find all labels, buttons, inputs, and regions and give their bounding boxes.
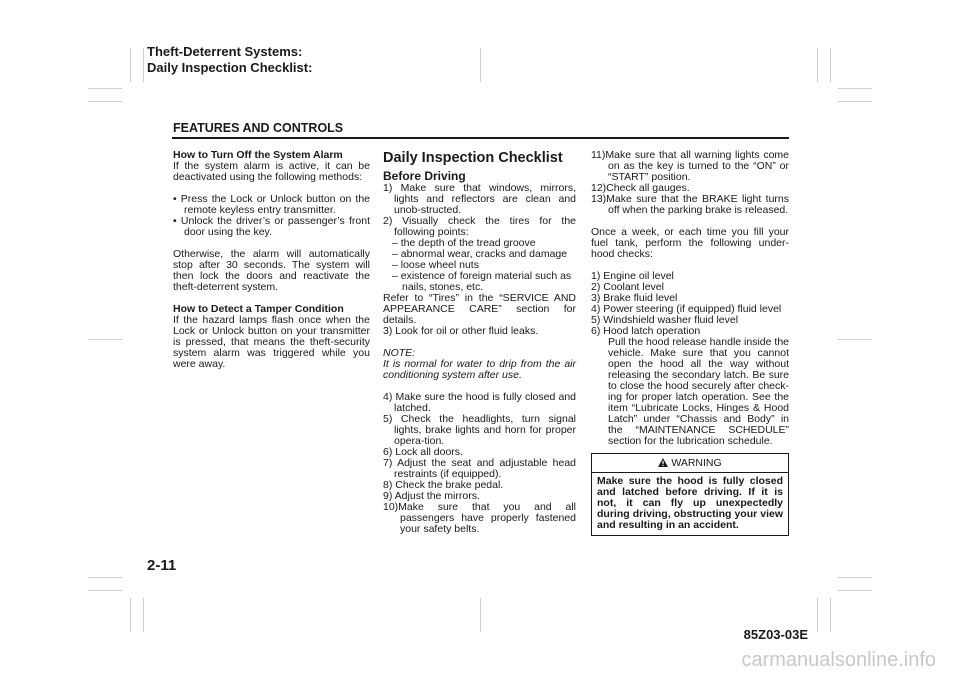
- list-item: 12)Check all gauges.: [591, 182, 690, 194]
- column-3: [591, 150, 789, 536]
- check-item: 1) Engine oil level: [591, 270, 674, 282]
- crop-mark: [480, 48, 481, 82]
- bullet-list: [173, 194, 370, 238]
- tire-point: – the depth of the tread groove: [392, 237, 536, 249]
- header-rule: [172, 137, 789, 139]
- list-item: 13)Make sure that the BRAKE light turns off when the parking brake is released.: [591, 193, 789, 216]
- list-item: 4) Make sure the hood is fully closed and latched.: [383, 391, 576, 414]
- list-item: 6) Lock all doors.: [383, 446, 463, 458]
- crop-mark: [88, 590, 122, 591]
- list-item: 8) Check the brake pedal.: [383, 479, 504, 491]
- warning-header: [592, 454, 788, 473]
- list-item: 3) Look for oil or other fluid leaks.: [383, 325, 539, 337]
- check-item: 2) Coolant level: [591, 281, 664, 293]
- paragraph-otherwise: Otherwise, the alarm will automatically stop after 30 seconds. The system will then lock the doors and reactivate the theft-deterrent system.: [173, 248, 370, 293]
- crop-mark: [817, 48, 818, 82]
- warning-text: Make sure the hood is fully closed and latched before driving. If it is not, it can fly up unexpectedly during driving, obstructing your view and resulting in an accident.: [597, 475, 783, 531]
- column-1: [173, 150, 370, 381]
- check-item: 6) Hood latch operation: [591, 325, 701, 337]
- check-item: 5) Windshield washer fluid level: [591, 314, 739, 326]
- check-item: 4) Power steering (if equipped) fluid level: [591, 303, 782, 315]
- warning-box: [591, 453, 789, 536]
- tire-point: – loose wheel nuts: [392, 259, 479, 271]
- crop-mark: [88, 339, 122, 340]
- list-item: 9) Adjust the mirrors.: [383, 490, 480, 502]
- paragraph-tamper: If the hazard lamps flash once when the Lock or Unlock button on your transmitter is pressed, that means the theft-security system alarm was triggered while you were away.: [173, 314, 370, 370]
- note-label: NOTE:: [383, 347, 416, 359]
- refer-text: Refer to “Tires” in the “SERVICE AND APPEARANCE CARE” section for details.: [383, 292, 576, 326]
- list-item: 5) Check the headlights, turn signal lights, brake lights and horn for proper opera-tion.: [383, 413, 576, 447]
- bullet-item: • Press the Lock or Unlock button on the remote keyless entry transmitter.: [173, 193, 371, 216]
- weekly-text: Once a week, or each time you fill your fuel tank, perform the following under-hood checks:: [591, 226, 789, 260]
- before-driving-heading: Before Driving: [383, 169, 466, 183]
- crop-mark: [88, 101, 122, 102]
- crop-mark: [838, 590, 872, 591]
- heading-tamper: How to Detect a Tamper Condition: [173, 303, 344, 315]
- crop-mark: [130, 598, 131, 632]
- running-header-line-1: Theft-Deterrent Systems:: [147, 44, 303, 59]
- checklist-title: Daily Inspection Checklist: [383, 150, 563, 166]
- crop-mark: [143, 48, 144, 82]
- running-header-line-2: Daily Inspection Checklist:: [147, 60, 313, 75]
- check-item: 3) Brake fluid level: [591, 292, 678, 304]
- crop-mark: [88, 88, 122, 89]
- list-item: 1) Make sure that windows, mirrors, lights and reflectors are clean and unob-structed.: [383, 182, 576, 216]
- document-code: 85Z03-03E: [743, 627, 808, 642]
- section-title: FEATURES AND CONTROLS: [173, 121, 344, 135]
- crop-mark: [830, 48, 831, 82]
- hood-latch-text: Pull the hood release handle inside the vehicle. Make sure that you cannot open the hood all the way without releasing the secondary latch. Be sure to close the hood securely after check-ing for proper latch operation. See the item “Lubricate Locks, Hinges & Hood Latch” under “Chassis and Body” in the “MAINTENANCE SCHEDULE” section for the lubrication schedule.: [608, 336, 789, 447]
- tire-point: – existence of foreign material such as nails, stones, etc.: [392, 270, 572, 293]
- crop-mark: [830, 598, 831, 632]
- heading-turn-off-alarm: How to Turn Off the System Alarm: [173, 149, 343, 161]
- crop-mark: [838, 339, 872, 340]
- page-number: 2-11: [147, 557, 177, 574]
- list-item: 11)Make sure that all warning lights come on as the key is turned to the “ON” or “START” position.: [591, 149, 789, 183]
- crop-mark: [817, 598, 818, 632]
- warning-label: WARNING: [671, 457, 722, 469]
- watermark: carmanualsonline.info: [741, 649, 936, 671]
- crop-mark: [838, 88, 872, 89]
- list-item: 10)Make sure that you and all passengers have properly fastened your safety belts.: [383, 501, 576, 535]
- crop-mark: [480, 598, 481, 632]
- paragraph-turn-off: If the system alarm is active, it can be deactivated using the following methods:: [173, 160, 370, 183]
- tire-point: – abnormal wear, cracks and damage: [392, 248, 568, 260]
- crop-mark: [838, 577, 872, 578]
- note-text: It is normal for water to drip from the air conditioning system after use.: [383, 358, 576, 381]
- list-item: 7) Adjust the seat and adjustable head restraints (if equipped).: [383, 457, 576, 480]
- bullet-item: • Unlock the driver’s or passenger’s front door using the key.: [173, 215, 371, 238]
- crop-mark: [838, 101, 872, 102]
- crop-mark: [130, 48, 131, 82]
- warning-triangle-icon: [658, 458, 668, 467]
- crop-mark: [143, 598, 144, 632]
- crop-mark: [88, 577, 122, 578]
- running-header: [147, 44, 312, 76]
- list-item: 2) Visually check the tires for the following points:: [383, 215, 576, 238]
- column-2: [383, 150, 576, 535]
